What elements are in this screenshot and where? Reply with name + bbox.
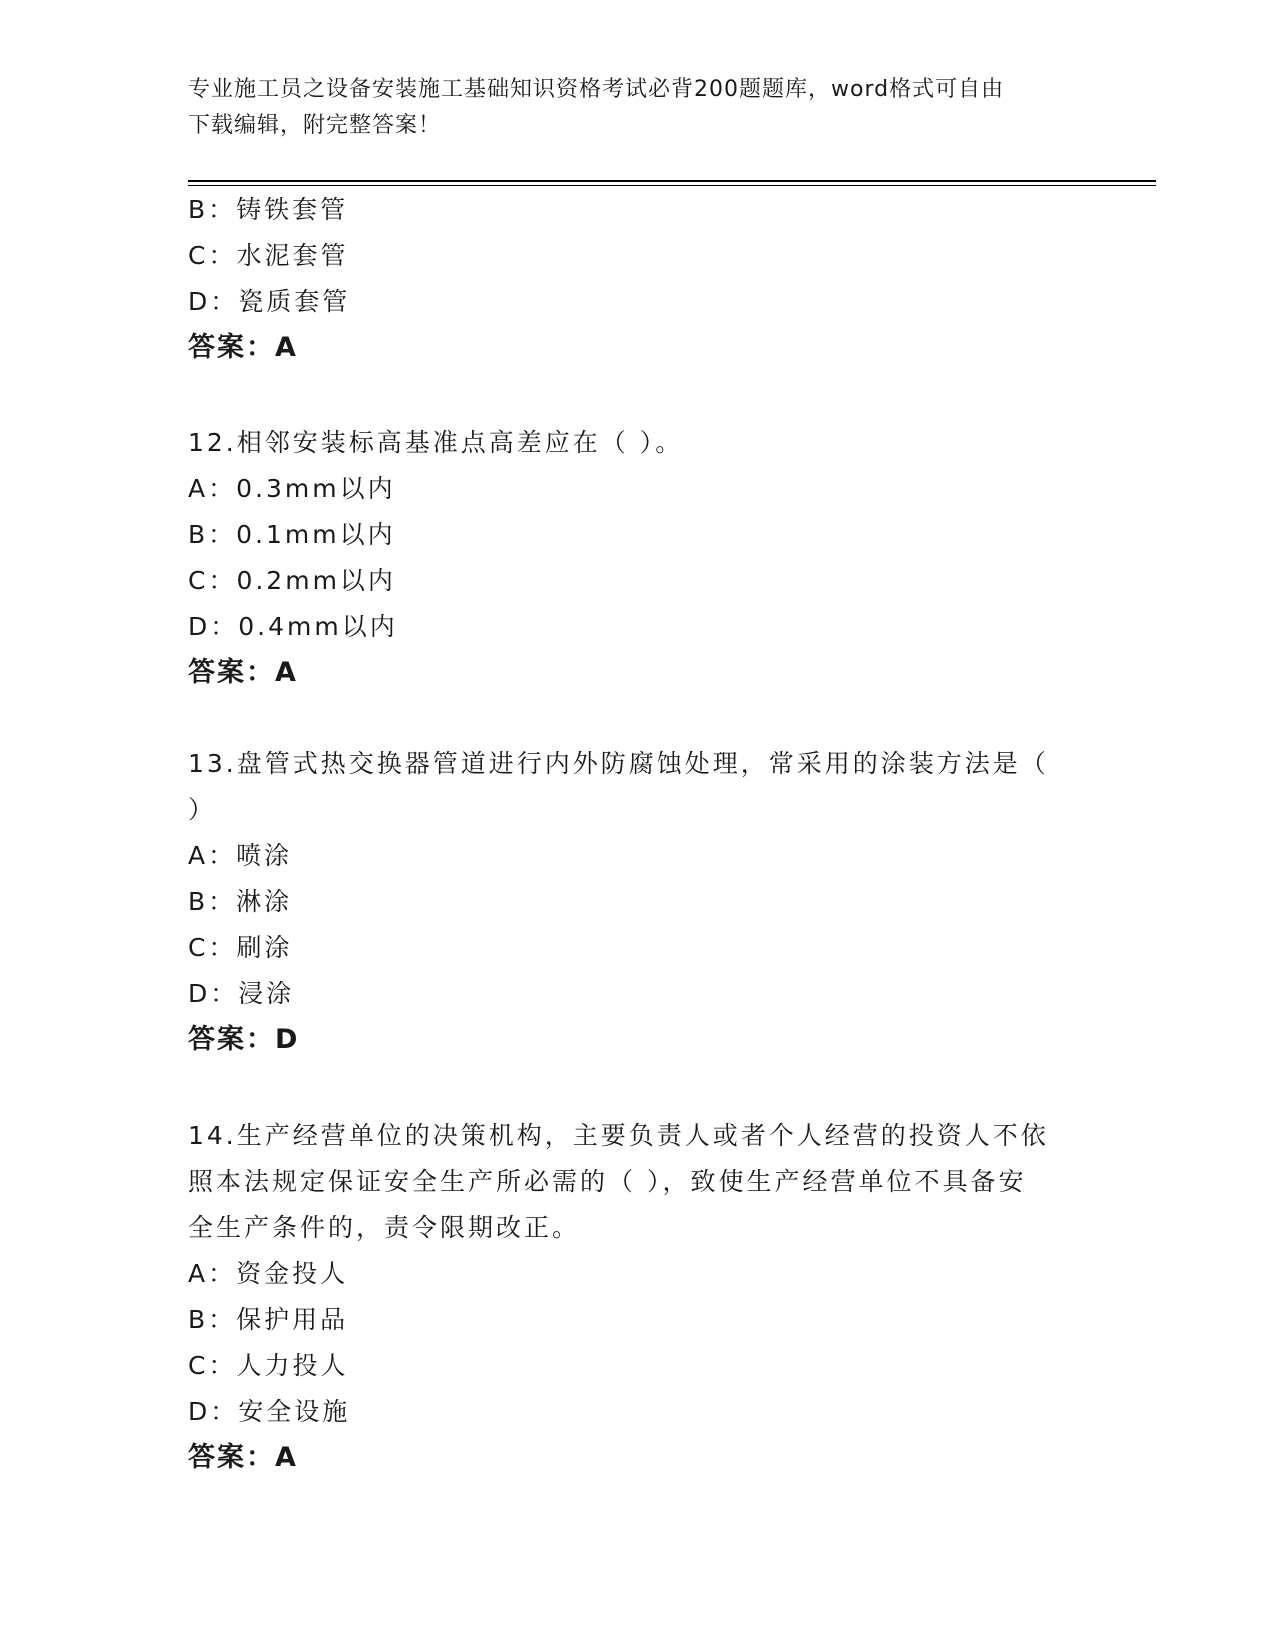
option-item: A：资金投人 xyxy=(188,1259,349,1288)
header-line-1: 专业施工员之设备安装施工基础知识资格考试必背200题题库，word格式可自由 xyxy=(188,77,1005,102)
option-item: B：淋涂 xyxy=(188,887,293,916)
option-item: C：0.2mm以内 xyxy=(188,566,396,595)
answer-line: 答案：A xyxy=(188,332,298,363)
option-item: B：0.1mm以内 xyxy=(188,520,396,549)
option-item: D：安全设施 xyxy=(188,1397,351,1426)
option-item: B：铸铁套管 xyxy=(188,195,349,224)
question-stem: 12.相邻安装标高基准点高差应在（ ）。 xyxy=(188,428,684,457)
question-stem-cont: ） xyxy=(188,795,217,824)
option-item: C：刷涂 xyxy=(188,933,293,962)
answer-line: 答案：A xyxy=(188,657,298,688)
option-item: D：浸涂 xyxy=(188,979,295,1008)
header-line-2: 下载编辑，附完整答案！ xyxy=(188,113,442,138)
header-rule-thick xyxy=(188,180,1156,182)
option-item: C：人力投人 xyxy=(188,1351,349,1380)
option-item: D：瓷质套管 xyxy=(188,287,351,316)
option-item: A：喷涂 xyxy=(188,841,293,870)
answer-line: 答案：A xyxy=(188,1442,298,1473)
option-item: A：0.3mm以内 xyxy=(188,474,396,503)
answer-line: 答案：D xyxy=(188,1024,300,1055)
option-item: D：0.4mm以内 xyxy=(188,612,398,641)
question-stem: 14.生产经营单位的决策机构，主要负责人或者个人经营的投资人不依 xyxy=(188,1121,1049,1150)
question-stem-cont: 全生产条件的，责令限期改正。 xyxy=(188,1213,581,1242)
question-stem-cont: 照本法规定保证安全生产所必需的（ ），致使生产经营单位不具备安 xyxy=(188,1167,1027,1196)
option-item: C：水泥套管 xyxy=(188,241,349,270)
header-rule-thin xyxy=(188,185,1156,186)
option-item: B：保护用品 xyxy=(188,1305,349,1334)
question-stem: 13.盘管式热交换器管道进行内外防腐蚀处理，常采用的涂装方法是（ xyxy=(188,749,1049,778)
document-header xyxy=(188,72,1088,144)
